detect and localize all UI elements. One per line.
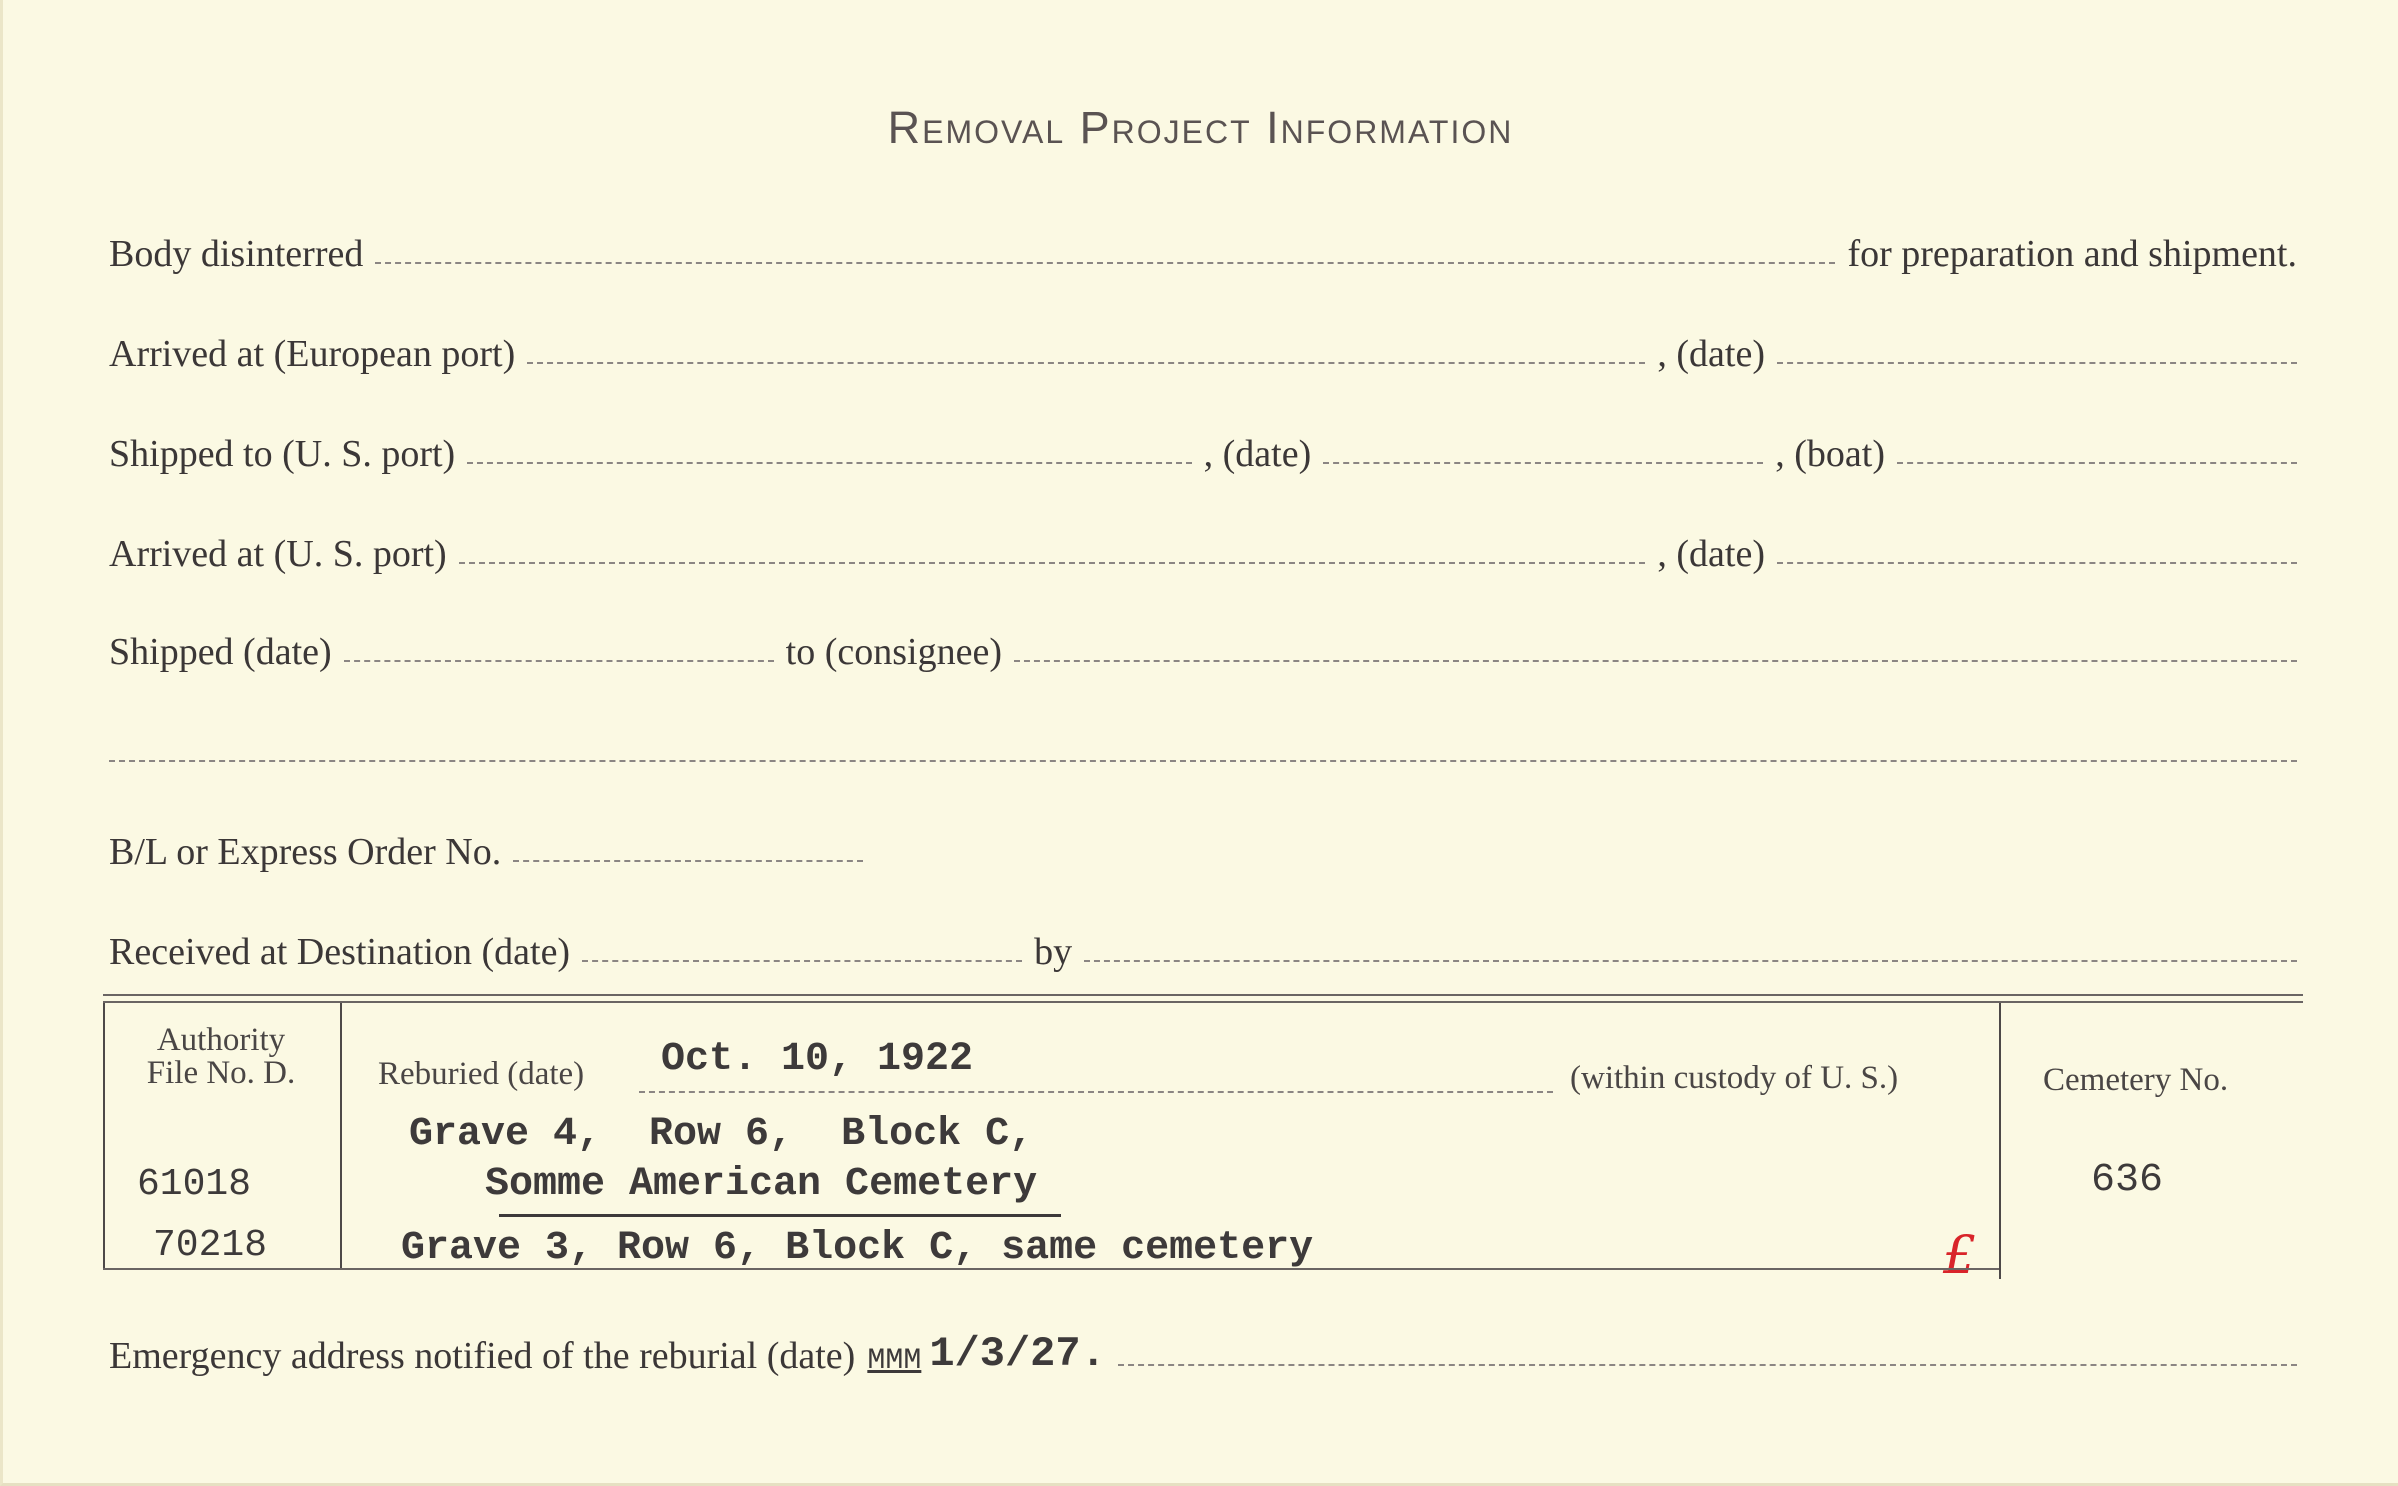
body-disinterred-label: Body disinterred (109, 233, 364, 275)
shipped-date-field[interactable] (344, 660, 774, 662)
bl-order-field[interactable] (513, 860, 863, 862)
grave-line-1: Grave 4, Row 6, Block C, (409, 1112, 1034, 1157)
red-check-mark: £ (1943, 1226, 1977, 1286)
file-number-1: 61018 (137, 1163, 252, 1206)
file-number-2: 70218 (153, 1224, 268, 1267)
emergency-row (103, 1322, 2303, 1378)
reburied-date-field[interactable] (639, 1091, 1553, 1093)
arrived-us-date-field[interactable] (1777, 562, 2297, 564)
received-date-field[interactable] (582, 960, 1022, 962)
cemetery-name-underline (499, 1214, 1061, 1217)
received-by-label: by (1034, 931, 1073, 973)
emergency-date: 1/3/27. (929, 1330, 1106, 1378)
table-divider-right (1999, 1003, 2001, 1279)
section-divider-top (103, 994, 2303, 996)
shipped-us-port-field[interactable] (467, 462, 1191, 464)
bl-row (103, 818, 2303, 874)
table-left-border (103, 1003, 105, 1269)
body-disinterred-row (103, 220, 2303, 276)
page-title: Removal Project Information (887, 102, 1514, 153)
reburied-date-label: Reburied (date) (378, 1056, 585, 1092)
received-date-label: Received at Destination (date) (109, 931, 571, 973)
custody-label: (within custody of U. S.) (1570, 1060, 1899, 1096)
arrived-european-port-field[interactable] (527, 362, 1645, 364)
shipped-us-label: Shipped to (U. S. port) (109, 433, 456, 475)
body-disinterred-field[interactable] (375, 262, 1835, 264)
table-bottom-rule (103, 1268, 1999, 1270)
emergency-initials: MMM (867, 1344, 922, 1378)
shipped-us-row (103, 420, 2303, 476)
cemetery-number-value: 636 (2091, 1158, 2164, 1203)
cemetery-name: Somme American Cemetery (485, 1162, 1038, 1207)
shipped-row (103, 618, 2303, 674)
consignee-continuation-row (103, 718, 2303, 774)
reburied-date-value: Oct. 10, 1922 (661, 1037, 974, 1082)
shipped-us-boat-field[interactable] (1897, 462, 2297, 464)
arrived-us-row (103, 520, 2303, 576)
arrived-european-row (103, 320, 2303, 376)
arrived-european-date-label: , (date) (1657, 333, 1765, 375)
shipped-us-date-label: , (date) (1203, 433, 1312, 475)
arrived-european-label: Arrived at (European port) (109, 333, 516, 375)
received-row (103, 918, 2303, 974)
file-number-label: File No. D. (146, 1055, 296, 1091)
emergency-label: Emergency address notified of the reburial (date) (109, 1335, 856, 1377)
authority-header (121, 1024, 321, 1090)
arrived-us-label: Arrived at (U. S. port) (109, 533, 447, 575)
bl-order-label: B/L or Express Order No. (109, 831, 502, 873)
authority-label: Authority (156, 1022, 286, 1058)
arrived-us-date-label: , (date) (1657, 533, 1765, 575)
body-disinterred-suffix: for preparation and shipment. (1847, 233, 2297, 275)
shipped-date-label: Shipped (date) (109, 631, 332, 673)
grave-line-3: Grave 3, Row 6, Block C, same cemetery (401, 1226, 1314, 1271)
cemetery-number-label: Cemetery No. (2043, 1062, 2229, 1098)
received-by-field[interactable] (1084, 960, 2297, 962)
table-divider-left (340, 1003, 342, 1269)
shipped-us-date-field[interactable] (1323, 462, 1763, 464)
emergency-date-field[interactable] (1118, 1364, 2297, 1366)
consignee-field[interactable] (1014, 660, 2297, 662)
arrived-european-date-field[interactable] (1777, 362, 2297, 364)
arrived-us-port-field[interactable] (459, 562, 1646, 564)
consignee-continuation-field[interactable] (109, 760, 2297, 762)
consignee-label: to (consignee) (785, 631, 1002, 673)
shipped-us-boat-label: , (boat) (1775, 433, 1885, 475)
section-divider-bottom (103, 1001, 2303, 1003)
